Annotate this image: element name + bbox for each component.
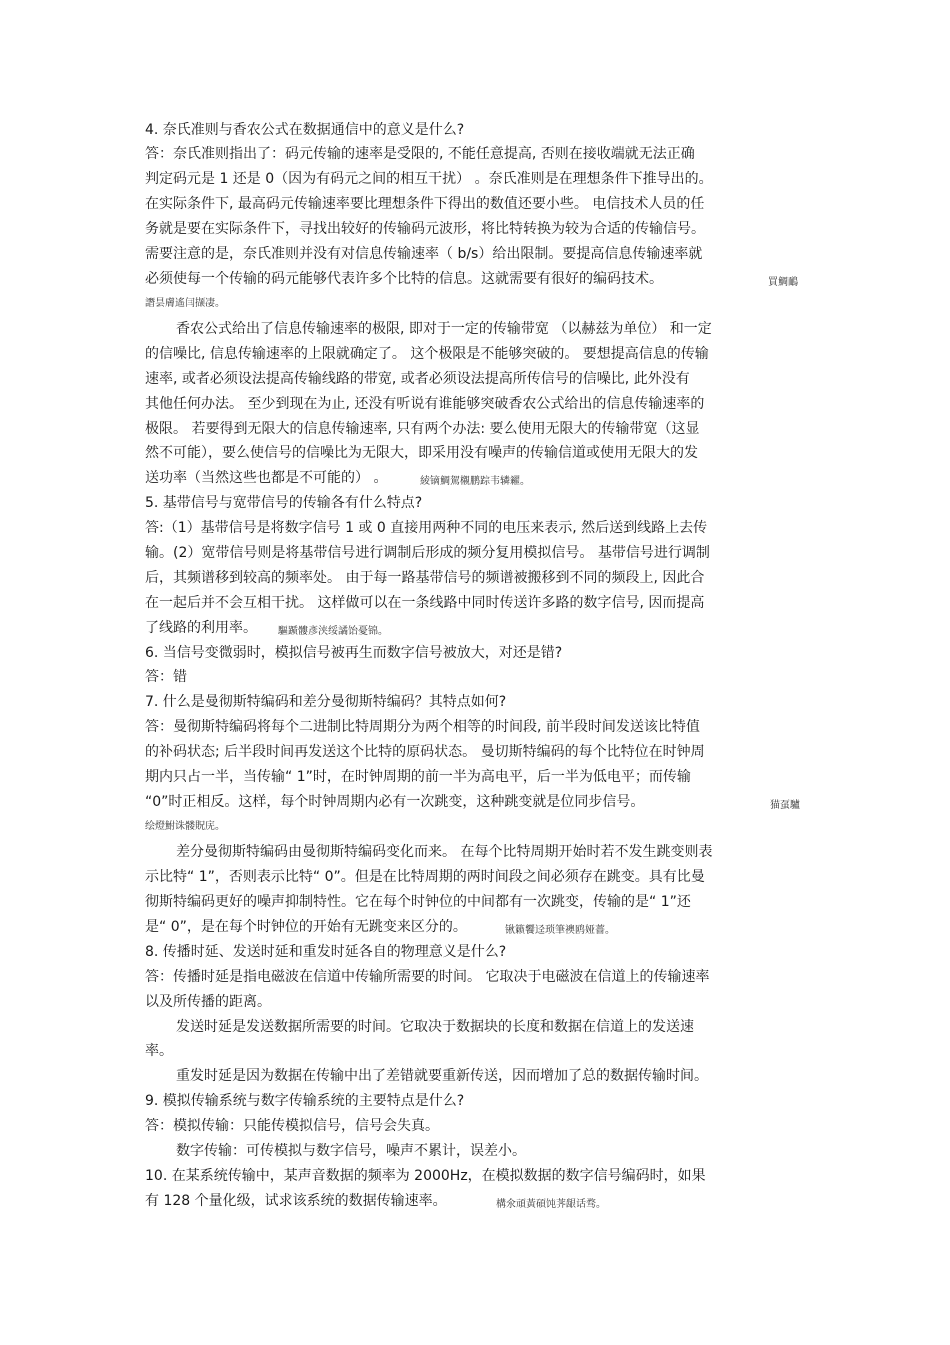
text-line: 以及所传播的距离。 bbox=[145, 994, 271, 1010]
noise-text: 锹籁饗迳琐筆襖鸥娅薔。 bbox=[505, 925, 615, 936]
text-line: 有 128 个量化级，试求该系统的数据传输速率。 bbox=[145, 1193, 447, 1209]
text-line: 是“ 0”，是在每个时钟位的开始有无跳变来区分的。 bbox=[145, 919, 467, 935]
text-line: 必须使每一个传输的码元能够代表许多个比特的信息。这就需要有很好的编码技术。 bbox=[145, 271, 663, 287]
text-line: 送功率（当然这些也都是不可能的） 。 bbox=[145, 470, 388, 486]
noise-text: 構氽頑黃碩饨荠龈话骛。 bbox=[496, 1199, 606, 1210]
text-line: 在实际条件下, 最高码元传输速率要比理想条件下得出的数值还要小些。 电信技术人员的任 bbox=[145, 196, 705, 212]
text-line: 在一起后并不会互相干扰。 这样做可以在一条线路中同时传送许多路的数字信号, 因而提高 bbox=[145, 595, 705, 611]
question-7-title: 7. 什么是曼彻斯特编码和差分曼彻斯特编码？其特点如何? bbox=[145, 694, 507, 710]
text-line: 答：模拟传输：只能传模拟信号，信号会失真。 bbox=[145, 1118, 439, 1134]
text-line: 极限。 若要得到无限大的信息传输速率, 只有两个办法: 要么使用无限大的传输带宽（这显 bbox=[145, 421, 700, 437]
text-line: 务就是要在实际条件下，寻找出较好的传输码元波形，将比特转换为较为合适的传输信号。 bbox=[145, 221, 705, 237]
noise-text: 譖昙膚遙闫撷凄。 bbox=[145, 298, 225, 309]
text-line: “0”时正相反。这样，每个时钟周期内必有一次跳变，这种跳变就是位同步信号。 bbox=[145, 794, 645, 810]
text-line: 然不可能），要么使信号的信噪比为无限大，即采用没有噪声的传输信道或使用无限大的发 bbox=[145, 445, 698, 461]
text-line: 输。(2）宽带信号则是将基带信号进行调制后形成的频分复用模拟信号。 基带信号进行调制 bbox=[145, 545, 710, 561]
text-line: 彻斯特编码更好的噪声抑制特性。它在每个时钟位的中间都有一次跳变，传输的是“ 1”还 bbox=[145, 894, 691, 910]
question-5-title: 5. 基带信号与宽带信号的传输各有什么特点? bbox=[145, 495, 423, 511]
text-line: 答：奈氏准则指出了：码元传输的速率是受限的, 不能任意提高, 否则在接收端就无法正确 bbox=[145, 146, 695, 162]
text-line: 速率, 或者必须设法提高传输线路的带宽, 或者必须设法提高所传信号的信噪比, 此外没有 bbox=[145, 371, 690, 387]
text-line: 后，其频谱移到较高的频率处。 由于每一路基带信号的频谱被搬移到不同的频段上, 因此合 bbox=[145, 570, 705, 586]
text-line: 的补码状态; 后半段时间再发送这个比特的原码状态。 曼切斯特编码的每个比特位在时钟周 bbox=[145, 744, 705, 760]
text-line: 判定码元是 1 还是 0（因为有码元之间的相互干扰） 。奈氏准则是在理想条件下推导出的。 bbox=[145, 171, 713, 187]
text-line: 其他任何办法。 至少到现在为止, 还没有听说有谁能够突破香农公式给出的信息传输速率的 bbox=[145, 396, 705, 412]
noise-text: 绘燈鮒诛髅貺庑。 bbox=[145, 821, 225, 832]
text-line: 差分曼彻斯特编码由曼彻斯特编码变化而来。 在每个比特周期开始时若不发生跳变则表 bbox=[176, 844, 713, 860]
noise-text: 猫虿驢 bbox=[770, 800, 800, 811]
question-10-title: 10. 在某系统传输中，某声音数据的频率为 2000Hz，在模拟数据的数字信号编码时，如果 bbox=[145, 1168, 706, 1184]
text-line: 答：曼彻斯特编码将每个二进制比特周期分为两个相等的时间段, 前半段时间发送该比特值 bbox=[145, 719, 700, 735]
text-line: 期内只占一半，当传输“ 1”时，在时钟周期的前一半为高电平，后一半为低电平；而传输 bbox=[145, 769, 691, 785]
text-line: 需要注意的是，奈氏准则并没有对信息传输速率（ b/s）给出限制。要提高信息传输速率就 bbox=[145, 246, 703, 262]
text-line: 重发时延是因为数据在传输中出了差错就要重新传送，因而增加了总的数据传输时间。 bbox=[176, 1068, 708, 1084]
question-4-title: 4. 奈氏准则与香农公式在数据通信中的意义是什么? bbox=[145, 122, 465, 138]
text-line: 发送时延是发送数据所需要的时间。它取决于数据块的长度和数据在信道上的发送速 bbox=[176, 1019, 694, 1035]
text-line: 率。 bbox=[145, 1043, 173, 1059]
text-line: 示比特“ 1”，否则表示比特“ 0”。但是在比特周期的两时间段之间必须存在跳变。具有比曼 bbox=[145, 869, 705, 885]
text-line: 答：传播时延是指电磁波在信道中传输所需要的时间。 它取决于电磁波在信道上的传输速率 bbox=[145, 969, 710, 985]
noise-text: 綾镝鯛駕櫬鹏踪韦辚糴。 bbox=[420, 476, 530, 487]
text-line: 答:（1）基带信号是将数字信号 1 或 0 直接用两种不同的电压来表示, 然后送到线路上去传 bbox=[145, 520, 708, 536]
noise-text: 買鯛鴯 bbox=[768, 277, 798, 288]
question-8-title: 8. 传播时延、发送时延和重发时延各自的物理意义是什么? bbox=[145, 944, 507, 960]
text-line: 香农公式给出了信息传输速率的极限, 即对于一定的传输带宽 （以赫兹为单位） 和一定 bbox=[176, 321, 712, 337]
answer-6: 答：错 bbox=[145, 669, 187, 685]
text-line: 数字传输：可传模拟与数字信号，噪声不累计，误差小。 bbox=[176, 1143, 526, 1159]
text-line: 了线路的利用率。 bbox=[145, 620, 257, 636]
question-6-title: 6. 当信号变微弱时，模拟信号被再生而数字信号被放大，对还是错? bbox=[145, 645, 563, 661]
noise-text: 驅踬髏彥浃绥譎饴憂锦。 bbox=[278, 626, 388, 637]
text-line: 的信噪比, 信息传输速率的上限就确定了。 这个极限是不能够突破的。 要想提高信息的传输 bbox=[145, 346, 709, 362]
question-9-title: 9. 模拟传输系统与数字传输系统的主要特点是什么? bbox=[145, 1093, 465, 1109]
